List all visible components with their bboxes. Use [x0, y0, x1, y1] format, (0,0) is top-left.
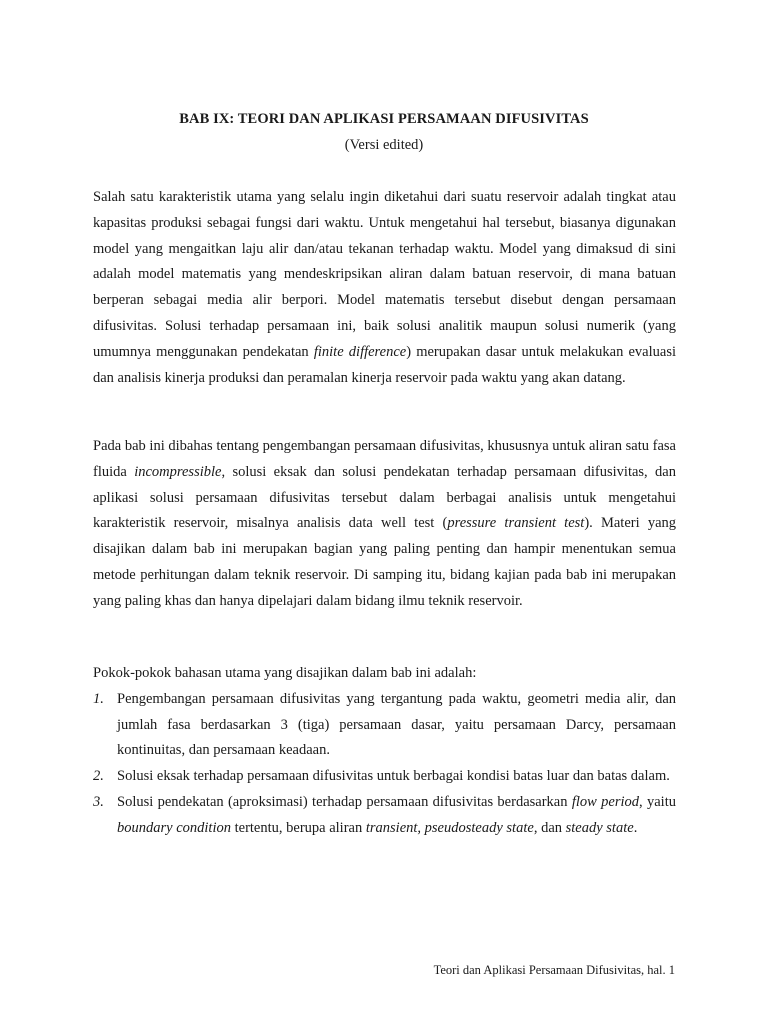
paragraph-intro-text-1: Salah satu karakteristik utama yang selalu ingin diketahui dari suatu reservoir adalah tingkat atau kapasitas produksi sebagai fungsi dari waktu. Untuk mengetahui hal tersebut, biasanya digunakan model yang mengaitkan laju alir dan/atau tekanan terhadap waktu. Model yang dimaksud di sini adalah model matematis yang mendeskripsikan aliran dalam batuan reservoir, di mana batuan berperan sebagai media alir berpori. Model matematis tersebut disebut dengan persamaan difusivitas. Solusi terhadap persamaan ini, baik solusi analitik maupun solusi numerik (yang umumnya menggunakan pendekatan	[93, 189, 676, 360]
paragraph-intro-text-2: ) merupakan dasar untuk melakukan evaluasi dan analisis kinerja produksi dan peramalan kinerja reservoir pada waktu yang akan datang.	[93, 343, 676, 386]
list-item-text-4: , dan	[533, 819, 566, 836]
list-item-term-flow-period: flow period	[571, 793, 640, 810]
chapter-subtitle: (Versi edited)	[344, 137, 424, 153]
page-footer: Teori dan Aplikasi Persamaan Difusivitas, hal. 1	[433, 963, 675, 977]
topics-list	[93, 687, 676, 842]
list-item-text: Solusi eksak terhadap persamaan difusivitas untuk berbagai kondisi batas luar dan batas dalam.	[117, 768, 670, 785]
list-item-term-boundary-condition: boundary condition	[117, 819, 231, 836]
paragraph-scope-text-3: ). Materi yang disajikan dalam bab ini merupakan bagian yang paling penting dan hampir menentukan semua metode perhitungan dalam teknik reservoir. Di samping itu, bidang kajian pada bab ini merupakan yang paling khas dan hanya dipelajari dalam bidang ilmu teknik reservoir.	[93, 515, 677, 609]
list-item-text-2: , yaitu	[639, 793, 676, 810]
list-item-text-1: Solusi pendekatan (aproksimasi) terhadap persamaan difusivitas berdasarkan	[117, 793, 572, 810]
topics-intro: Pokok-pokok bahasan utama yang disajikan dalam bab ini adalah:	[93, 665, 477, 681]
chapter-title: BAB IX: TEORI DAN APLIKASI PERSAMAAN DIFUSIVITAS	[179, 111, 589, 127]
list-item-term-transient: transient, pseudosteady state	[365, 819, 534, 836]
list-item-text-5: .	[633, 819, 638, 836]
list-item-term-steady-state: steady state	[565, 819, 634, 836]
list-item-number: 1.	[93, 690, 104, 707]
list-item	[93, 790, 676, 842]
paragraph-scope-term-pressure-transient: pressure transient test	[447, 515, 585, 532]
list-item	[93, 687, 676, 764]
paragraph-scope-term-incompressible: incompressible	[134, 463, 222, 480]
paragraph-intro-term-finite-difference: finite difference	[313, 343, 407, 360]
paragraph-scope	[93, 434, 676, 615]
list-item-number: 2.	[93, 768, 104, 785]
list-item-number: 3.	[93, 793, 104, 810]
list-item-text: Pengembangan persamaan difusivitas yang tergantung pada waktu, geometri media alir, dan jumlah fasa berdasarkan 3 (tiga) persamaan dasar, yaitu persamaan Darcy, persamaan kontinuitas, dan persamaan keadaan.	[117, 690, 676, 759]
paragraph-scope-text-2: , solusi eksak dan solusi pendekatan terhadap persamaan difusivitas, dan aplikasi solusi persamaan difusivitas tersebut dalam berbagai analisis untuk mengetahui karakteristik reservoir, misalnya analisis data well test (	[93, 463, 676, 532]
list-item-text-3: tertentu, berupa aliran	[230, 819, 366, 836]
list-item	[93, 764, 676, 790]
paragraph-scope-text-1: Pada bab ini dibahas tentang pengembangan persamaan difusivitas, khususnya untuk aliran satu fasa fluida	[93, 438, 676, 480]
topics-section	[93, 661, 676, 842]
paragraph-intro	[93, 185, 676, 391]
